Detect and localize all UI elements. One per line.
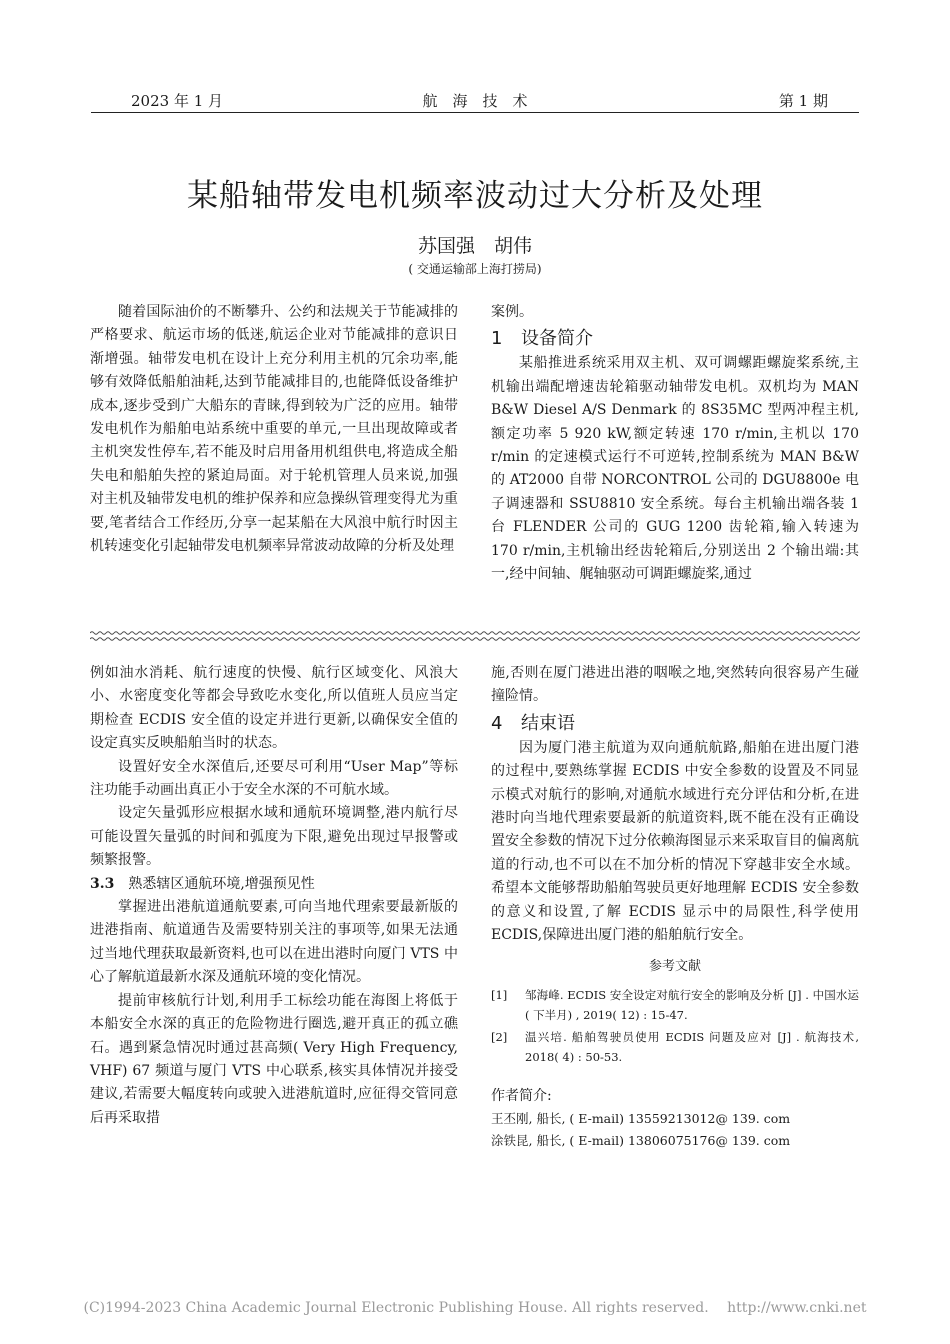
article-affiliation: ( 交通运输部上海打捞局) <box>408 262 542 276</box>
bottom-right-column <box>491 662 859 1152</box>
reference-text: 邹海峰. ECDIS 安全设定对航行安全的影响及分析 [J] . 中国水运( 下半月) , 2019( 12) : 15-47. <box>525 988 859 1023</box>
reference-text: 温兴培. 船舶驾驶员使用 ECDIS 问题及应对 [J] . 航海技术, 2018( 4) : 50-53. <box>525 1030 859 1065</box>
section-1-number: 1 <box>491 328 503 350</box>
reference-number: [1] <box>491 988 508 1003</box>
article-authors: 苏国强 胡伟 <box>417 235 532 257</box>
continuation-paragraph: 施,否则在厦门港进出港的咽喉之地,突然转向很容易产生碰撞险情。 <box>491 665 859 705</box>
header-issue: 第 1 期 <box>778 92 828 110</box>
section-1-title: 设备简介 <box>521 328 593 350</box>
header-journal: 航 海 技 术 <box>422 92 528 110</box>
header-rule <box>91 112 859 113</box>
section-3-3-heading <box>90 873 458 896</box>
user-map-paragraph: 设置好安全水深值后,还要尽可利用“User Map”等标注功能手动画出真正小于安全水深的不可航水域。 <box>90 758 458 799</box>
top-right-column <box>491 301 859 586</box>
header-date: 2023 年 1 月 <box>131 92 224 110</box>
author-bio: 王丕刚, 船长, ( E-mail) 13559213012@ 139. com <box>491 1111 791 1127</box>
reference-item <box>491 1027 859 1067</box>
vector-arc-paragraph: 设定矢量弧形应根据水域和通航环境调整,港内航行尽可能设置矢量弧的时间和弧度为下限,避免出现过早报警或频繁报警。 <box>90 805 458 869</box>
top-left-column <box>90 301 458 558</box>
section-4-title: 结束语 <box>521 712 575 734</box>
section-4-heading <box>491 710 859 737</box>
section-4-number: 4 <box>491 712 503 734</box>
section-1-heading <box>491 325 859 352</box>
continued-paragraph: 例如油水消耗、航行速度的快慢、航行区域变化、风浪大小、水密度变化等都会导致吃水变化,所以值班人员应当定期检查 ECDIS 安全值的设定并进行更新,以确保安全值的设定真实反映船舶当时的状态。 <box>90 665 458 752</box>
channel-info-paragraph: 掌握进出港航道通航要素,可向当地代理索要最新版的进港指南、航道通告及需要特别关注的事项等,如果无法通过当地代理获取最新资料,也可以在进出港时向厦门 VTS 中心了解航道最新水深及通航环境的变化情况。 <box>90 899 458 986</box>
references-title: 参考文献 <box>648 959 701 975</box>
section-3-3-title: 熟悉辖区通航环境,增强预见性 <box>128 875 315 892</box>
bottom-left-column <box>90 662 458 1130</box>
intro-continuation: 案例。 <box>491 304 533 320</box>
route-plan-paragraph: 提前审核航行计划,利用手工标绘功能在海图上将低于本船安全水深的真正的危险物进行圈选,避开真正的孤立礁石。遇到紧急情况时通过甚高频( Very High Frequency, VHF) 67 频道与厦门 VTS 中心联系,核实具体情况并接受建议,若需要大幅度转向或驶入进港航道时,应征得交管同意后再采取措 <box>90 992 458 1126</box>
section-3-3-number: 3.3 <box>90 875 115 892</box>
wavy-divider <box>90 630 860 642</box>
section-1-paragraph: 某船推进系统采用双主机、双可调螺距螺旋桨系统,主机输出端配增速齿轮箱驱动轴带发电机。双机均为 MAN B&W Diesel A/S Denmark 的 8S35MC 型两冲程主机,额定功率 5 920 kW,额定转速 170 r/min,主机以 170 r/min 的定速模式运行不可逆转,控制系统为 MAN B&W 的 AT2000 自带 NORCONTROL 公司的 DGU8800e 电子调速器和 SSU8810 安全系统。每台主机输出端各装 1 台 FLENDER 公司的 GUG 1200 齿轮箱,输入转速为 170 r/min,主机输出经齿轮箱后,分别送出 2 个输出端:其一,经中间轴、艉轴驱动可调距螺旋桨,通过 <box>491 355 859 583</box>
reference-number: [2] <box>491 1030 508 1045</box>
reference-item <box>491 985 859 1025</box>
author-bio-title: 作者简介: <box>491 1088 552 1105</box>
conclusion-paragraph: 因为厦门港主航道为双向通航航路,船舶在进出厦门港的过程中,要熟练掌握 ECDIS 中安全参数的设置及不同显示模式对航行的影响,对通航水域进行充分评估和分析,在进港时向当地代理索要最新的航道资料,既不能在没有正确设置安全参数的情况下过分依赖海图显示来采取盲目的偏离航道的行动,也不可以在不加分析的情况下穿越非安全水域。希望本文能够帮助船舶驾驶员更好地理解 ECDIS 安全参数的意义和设置,了解 ECDIS 显示中的局限性,科学使用 ECDIS,保障进出厦门港的船舶航行安全。 <box>491 739 859 944</box>
intro-paragraph: 随着国际油价的不断攀升、公约和法规关于节能减排的严格要求、航运市场的低迷,航运企业对节能减排的意识日渐增强。轴带发电机在设计上充分利用主机的冗余功率,能够有效降低船舶油耗,达到节能减排目的,也能降低设备维护成本,逐步受到广大船东的青睐,得到较为广泛的应用。轴带发电机作为船舶电站系统中重要的单元,一旦出现故障或者主机突发性停车,若不能及时启用备用机组供电,将造成全船失电和船舶失控的紧迫局面。对于轮机管理人员来说,加强对主机及轴带发电机的维护保养和应急操纵管理变得尤为重要,笔者结合工作经历,分享一起某船在大风浪中航行时因主机转速变化引起轴带发电机频率异常波动故障的分析及处理 <box>90 304 458 555</box>
author-bio: 涂铁昆, 船长, ( E-mail) 13806075176@ 139. com <box>491 1133 791 1149</box>
article-title: 某船轴带发电机频率波动过大分析及处理 <box>187 178 763 214</box>
copyright-footer: (C)1994-2023 China Academic Journal Electronic Publishing House. All rights reserved. http://www.cnki.net <box>83 1300 867 1316</box>
